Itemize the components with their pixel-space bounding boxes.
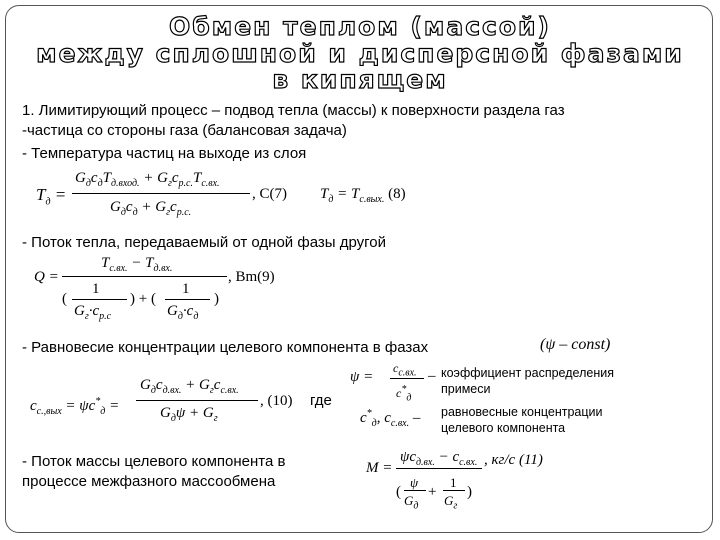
paragraph-1-line2: -частица со стороны газа (балансовая задача) — [22, 122, 347, 139]
slide-title-line3: в кипящем — [272, 65, 448, 94]
const-note: (ψ – const) — [540, 336, 611, 353]
note-2-line1: равновесные концентрации — [441, 405, 603, 419]
paragraph-4: - Равновесие концентрации целевого компонента в фазах — [22, 339, 429, 356]
formula-8: $T_д = T_{с.вых.}$ (8) — [320, 186, 406, 205]
slide-title-line1: Обмен теплом (массой) — [169, 12, 551, 41]
note-1-line1: коэффициент распределения — [441, 366, 614, 380]
definition-concentrations: $c^*_д$, $c_{с.вх.}$ – — [360, 408, 421, 429]
paragraph-2: - Температура частиц на выходе из слоя — [22, 145, 307, 162]
slide-title-line2: между сплошной и дисперсной фазами — [36, 39, 684, 68]
note-1-line2: примеси — [441, 382, 491, 396]
paragraph-1-line1: 1. Лимитирующий процесс – подвод тепла (массы) к поверхности раздела газ — [22, 102, 565, 119]
where-word: где — [310, 392, 332, 409]
paragraph-3: - Поток тепла, передаваемый от одной фазы другой — [22, 234, 386, 251]
note-2-line2: целевого компонента — [441, 421, 566, 435]
paragraph-5-line1: - Поток массы целевого компонента в — [22, 453, 286, 470]
paragraph-5-line2: процессе межфазного массообмена — [22, 473, 276, 490]
